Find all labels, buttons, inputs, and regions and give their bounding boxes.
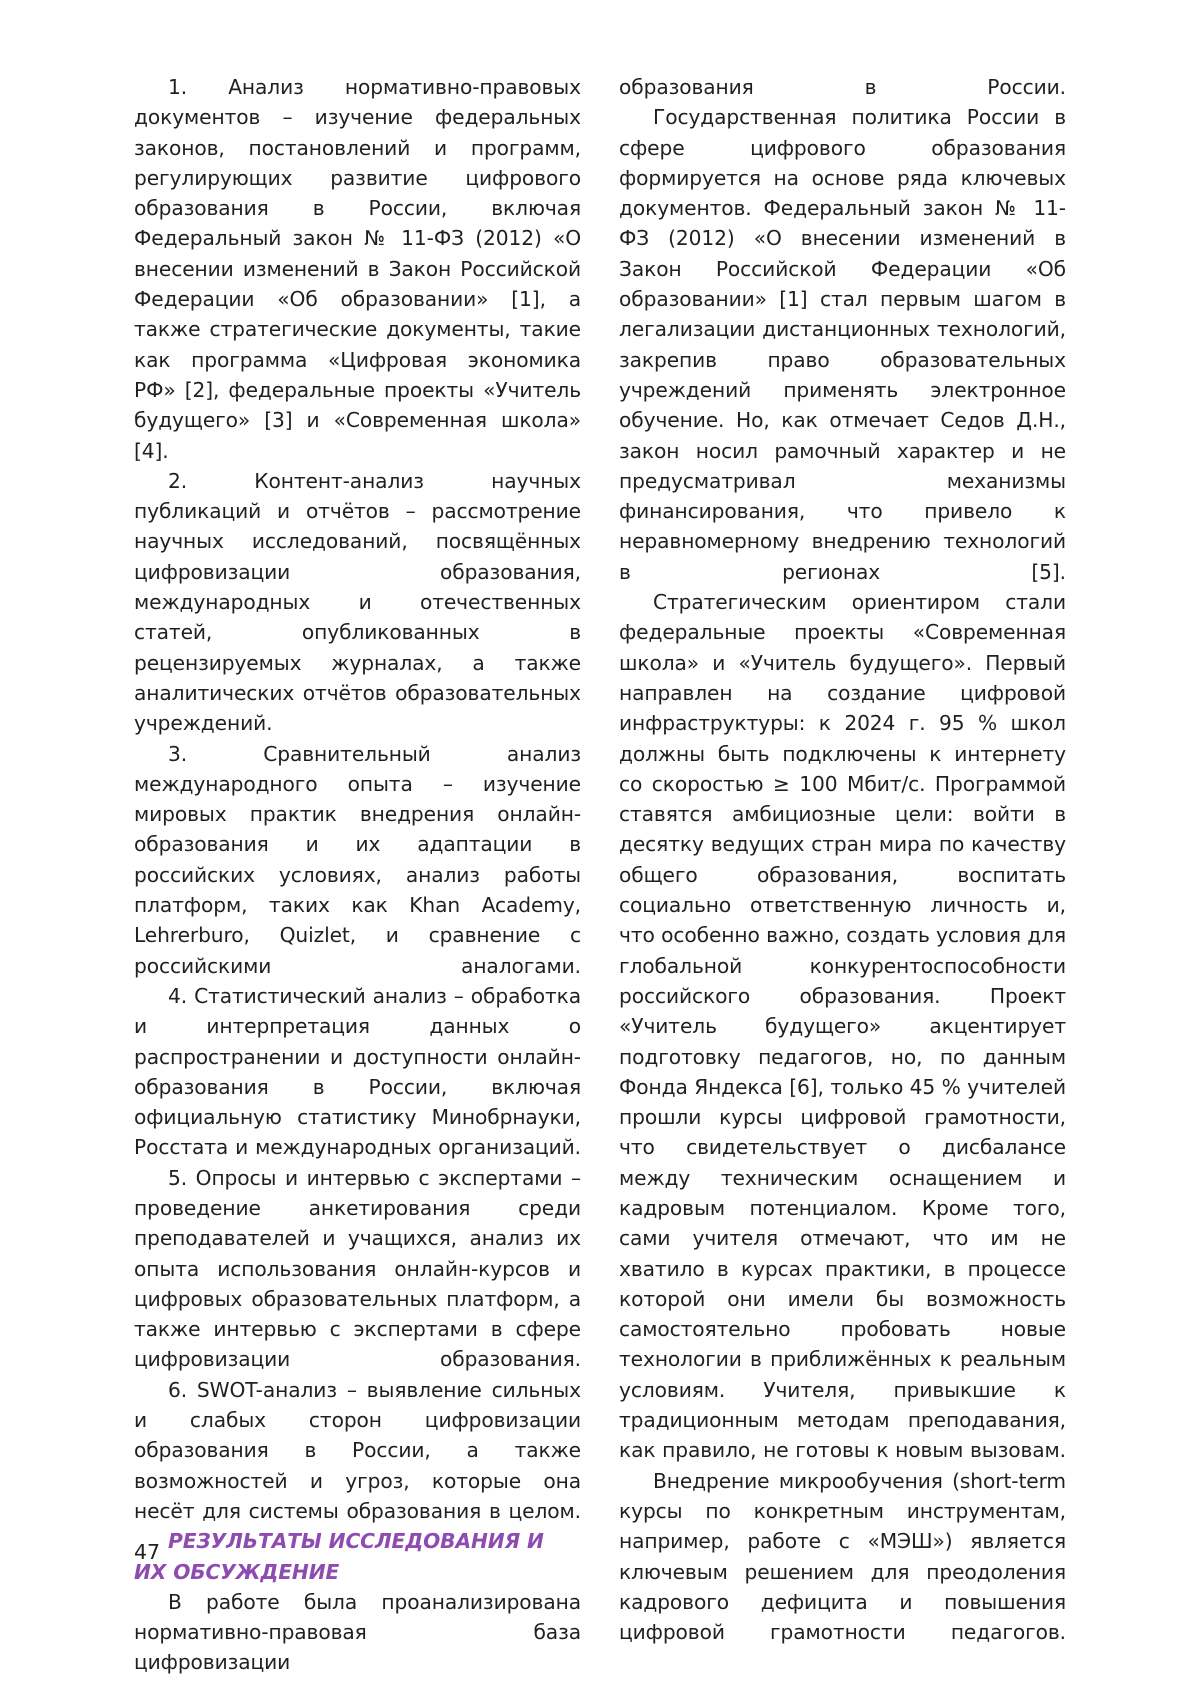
page-content	[134, 72, 1066, 1678]
paragraph: 2. Контент-анализ научных публикаций и отчётов – рассмотрение научных исследований, посвящённых цифровизации образования, международных и отечественных статей, опубликованных в рецензируемых журналах, а также аналитических отчётов образовательных учреждений.	[134, 468, 581, 736]
left-column	[134, 72, 581, 1678]
paragraph: 3. Сравнительный анализ международного опыта – изучение мировых практик внедрения онлайн-образования и их адаптации в российских условиях, анализ работы платформ, таких как Khan Academy, Lehrerburo, Quizlet, и сравнение с российскими аналогами.	[134, 741, 581, 978]
page-number: 47	[134, 1540, 161, 1564]
paragraph: Стратегическим ориентиром стали федеральные проекты «Современная школа» и «Учитель будущего». Первый направлен на создание цифровой инфраструктуры: к 2024 г. 95 % школ должны быть подключены к интернету со скоростью ≥ 100 Мбит/с. Программой ставятся амбициозные цели: войти в десятку ведущих стран мира по качеству общего образования, воспитать социально ответственную личность и, что особенно важно, создать условия для глобальной конкурентоспособности российского образования. Проект «Учитель будущего» акцентирует подготовку педагогов, но, по данным Фонда Яндекса [6], только 45 % учителей прошли курсы цифровой грамотности, что свидетельствует о дисбалансе между техническим оснащением и кадровым потенциалом. Кроме того, сами учителя отмечают, что им не хватило в курсах практики, в процессе которой они имели бы возможность самостоятельно пробовать новые технологии в приближённых к реальным условиям. Учителя, привыкшие к традиционным методам преподавания, как правило, не готовы к новым вызовам.	[619, 590, 1066, 1463]
paragraph: Внедрение микрообучения (short-term курсы по конкретным инструментам, например, работе с «МЭШ») является ключевым решением для преодоления кадрового дефицита и повышения цифровой грамотности педагогов.	[619, 1468, 1066, 1645]
paragraph: 4. Статистический анализ – обработка и интерпретация данных о распространении и доступности онлайн-образования в России, включая официальную статистику Минобрнауки, Росстата и международных организаций.	[134, 983, 581, 1160]
paragraph: В работе была проанализирована нормативно-правовая база цифровизации	[134, 1589, 581, 1675]
paragraph: образования в России.	[619, 75, 1066, 99]
paragraph: 6. SWOT-анализ – выявление сильных и слабых сторон цифровизации образования в России, а также возможностей и угроз, которые она несёт для системы образования в целом.	[134, 1377, 581, 1523]
paragraph: Государственная политика России в сфере цифрового образования формируется на основе ряда ключевых документов. Федеральный закон № 11-ФЗ (2012) «О внесении изменений в Закон Российской Федерации «Об образовании» [1] стал первым шагом в легализации дистанционных технологий, закрепив право образовательных учреждений применять электронное обучение. Но, как отмечает Седов Д.Н., закон носил рамочный характер и не предусматривал механизмы финансирования, что привело к неравномерному внедрению технологий в регионах [5].	[619, 105, 1066, 584]
right-column	[619, 72, 1066, 1647]
two-column-layout	[134, 72, 1066, 1678]
section-heading: РЕЗУЛЬТАТЫ ИССЛЕДОВАНИЯ И ИХ ОБСУЖДЕНИЕ	[134, 1529, 544, 1584]
paragraph: 5. Опросы и интервью с экспертами – проведение анкетирования среди преподавателей и учащихся, анализ их опыта использования онлайн-курсов и цифровых образовательных платформ, а также интервью с экспертами в сфере цифровизации образования.	[134, 1165, 581, 1372]
paragraph: 1. Анализ нормативно-правовых документов – изучение федеральных законов, постановлений и программ, регулирующих развитие цифрового образования в России, включая Федеральный закон № 11-ФЗ (2012) «О внесении изменений в Закон Российской Федерации «Об образовании» [1], а также стратегические документы, такие как программа «Цифровая экономика РФ» [2], федеральные проекты «Учитель будущего» [3] и «Современная школа» [4].	[134, 75, 581, 463]
